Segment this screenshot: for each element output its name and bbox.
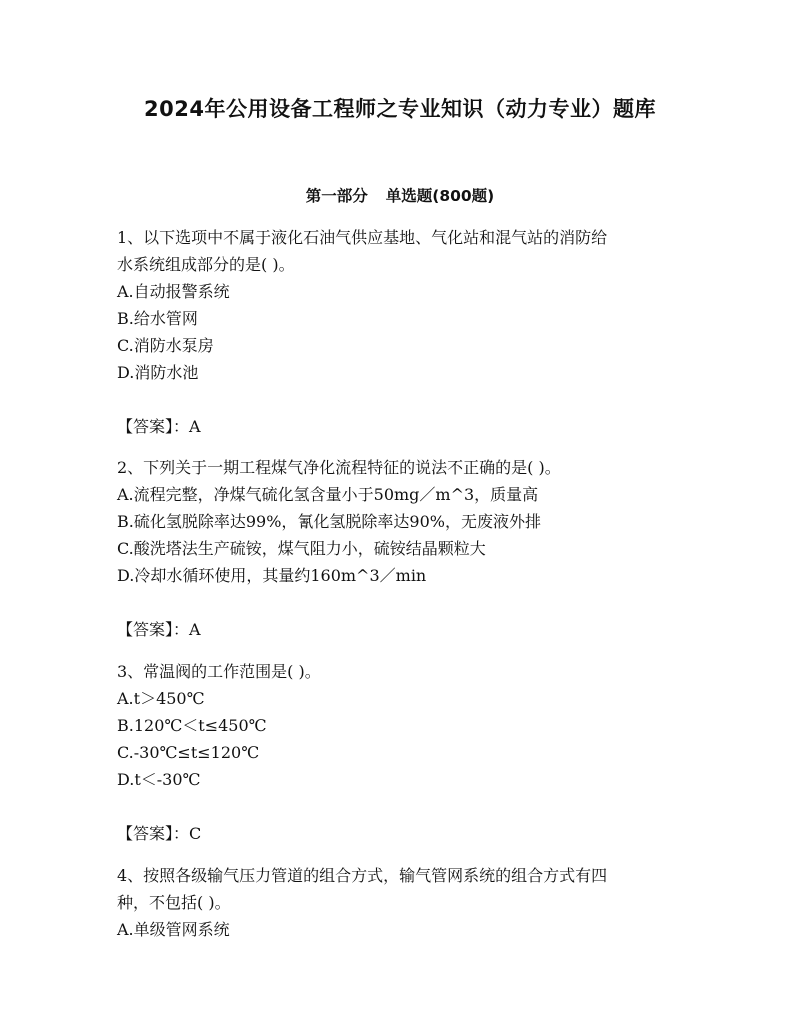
- question-stem-line: 2、下列关于一期工程煤气净化流程特征的说法不正确的是( )。: [117, 458, 561, 477]
- answer-label: 【答案】：C: [117, 824, 202, 843]
- option-a: A.流程完整，净煤气硫化氢含量小于50mg／m^3，质量高: [117, 485, 539, 504]
- section-part: 第一部分: [305, 187, 368, 205]
- option-b: B.给水管网: [117, 309, 198, 328]
- question-2: [117, 454, 687, 643]
- question-3: [117, 658, 687, 847]
- question-1: [117, 224, 687, 440]
- option-b: B.120℃＜t≤450℃: [117, 716, 267, 735]
- option-a: A.t＞450℃: [117, 689, 205, 708]
- question-4: [117, 862, 687, 943]
- question-stem-line: 水系统组成部分的是( )。: [117, 255, 295, 274]
- answer-label: 【答案】：A: [117, 417, 201, 436]
- question-stem-line: 3、常温阀的工作范围是( )。: [117, 662, 321, 681]
- option-c: C.酸洗塔法生产硫铵，煤气阻力小，硫铵结晶颗粒大: [117, 539, 486, 558]
- answer-label: 【答案】：A: [117, 620, 201, 639]
- option-a: A.自动报警系统: [117, 282, 230, 301]
- question-stem-line: 种，不包括( )。: [117, 893, 231, 912]
- option-d: D.冷却水循环使用，其量约160m^3／min: [117, 566, 427, 585]
- option-d: D.消防水池: [117, 363, 199, 382]
- document-title: 2024年公用设备工程师之专业知识（动力专业）题库: [144, 97, 656, 121]
- option-a: A.单级管网系统: [117, 920, 230, 939]
- option-c: C.消防水泵房: [117, 336, 214, 355]
- option-d: D.t＜-30℃: [117, 770, 201, 789]
- option-b: B.硫化氢脱除率达99%，氰化氢脱除率达90%，无废液外排: [117, 512, 541, 531]
- section-heading: [0, 184, 800, 206]
- question-stem-line: 4、按照各级输气压力管道的组合方式，输气管网系统的组合方式有四: [117, 866, 608, 885]
- section-name: 单选题(800题): [385, 187, 495, 205]
- option-c: C.-30℃≤t≤120℃: [117, 743, 260, 762]
- question-stem-line: 1、以下选项中不属于液化石油气供应基地、气化站和混气站的消防给: [117, 228, 608, 247]
